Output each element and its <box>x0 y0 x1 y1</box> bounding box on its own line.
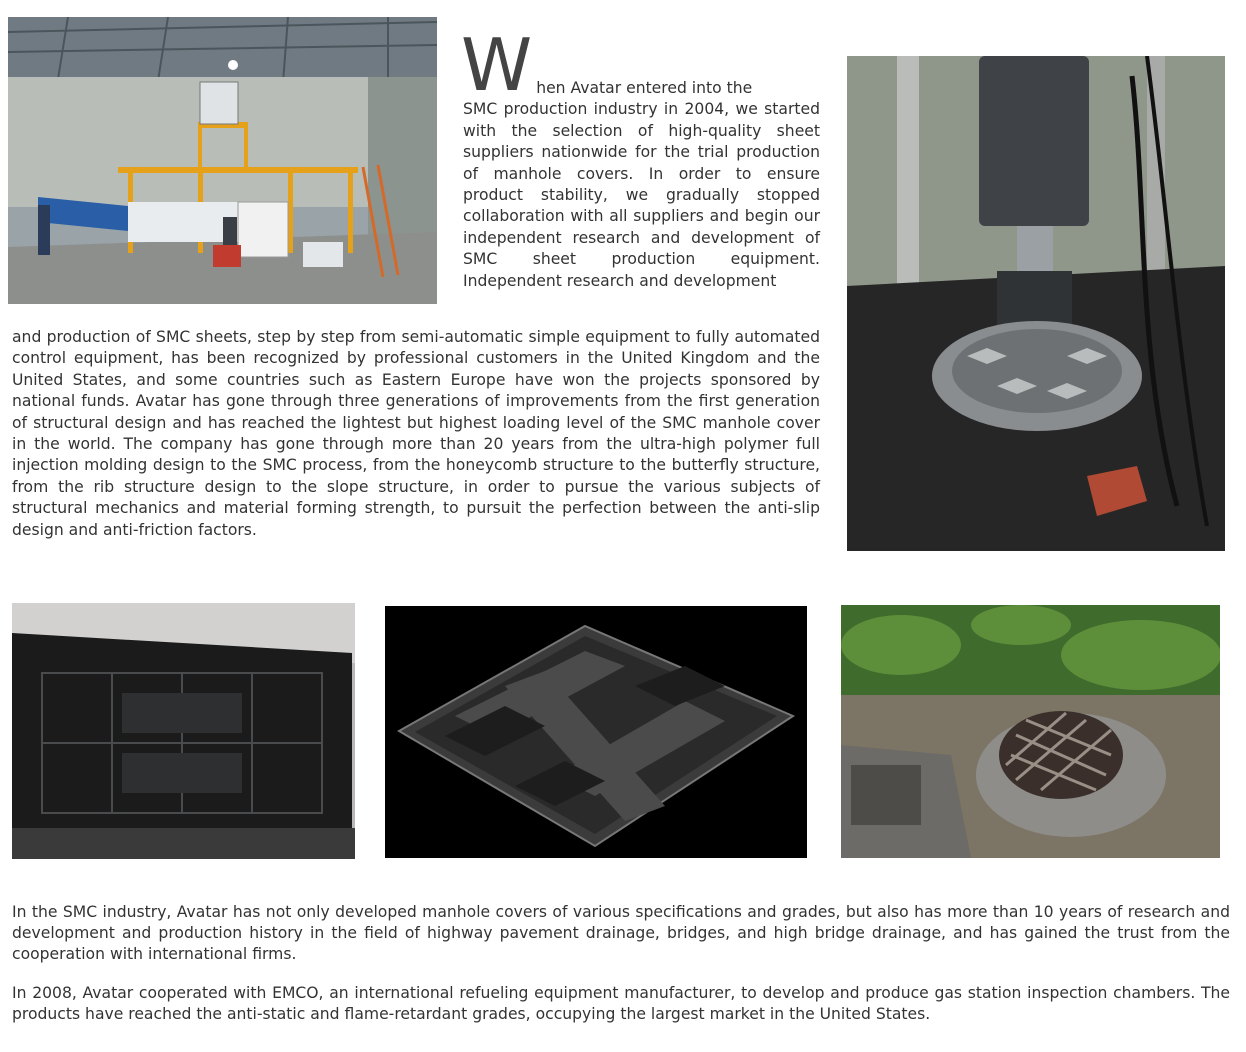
press-testing-photo <box>847 56 1225 551</box>
factory-production-line-photo <box>8 17 437 304</box>
intro-text-upper <box>461 23 820 292</box>
intro-upper-body: SMC production industry in 2004, we started with the selection of high-quality sheet suppliers nationwide for the trial production of manhole covers. In order to ensure product stability, we gradually stopped collaboration with all suppliers and begin our independent research and development of SMC sheet production equipment. Independent research and development <box>463 100 820 290</box>
paragraph-smc-industry: In the SMC industry, Avatar has not only developed manhole covers of various specifications and grades, but also has more than 10 years of research and development and production history in the field of highway pavement drainage, bridges, and high bridge drainage, and has gained the trust from the cooperation with international firms. <box>12 903 1230 963</box>
paragraph-emco-cooperation: In 2008, Avatar cooperated with EMCO, an international refueling equipment manufacturer, to develop and produce gas station inspection chambers. The products have reached the anti-static and flame-retardant grades, occupying the largest market in the United States. <box>12 984 1230 1023</box>
manhole-cover-cad-model <box>385 606 807 858</box>
smc-mold-photo <box>12 603 355 859</box>
intro-first-line: hen Avatar entered into the <box>536 79 753 97</box>
installed-manhole-cover-photo <box>841 605 1220 858</box>
intro-text-lower: and production of SMC sheets, step by step from semi-automatic simple equipment to fully automated control equipment, has been recognized by professional customers in the United Kingdom and the United States, and some countries such as Eastern Europe have won the projects sponsored by national funds. Avatar has gone through three generations of improvements from the first generation of structural design and has reached the lightest but highest loading level of the SMC manhole cover in the world. The company has gone through more than 20 years from the ultra-high polymer full injection molding design to the SMC process, from the honeycomb structure to the butterfly structure, from the rib structure design to the slope structure, in order to pursue the various subjects of structural mechanics and material forming strength, to pursuit the perfection between the anti-slip design and anti-friction factors. <box>12 328 820 539</box>
dropcap-letter: W <box>461 23 533 107</box>
